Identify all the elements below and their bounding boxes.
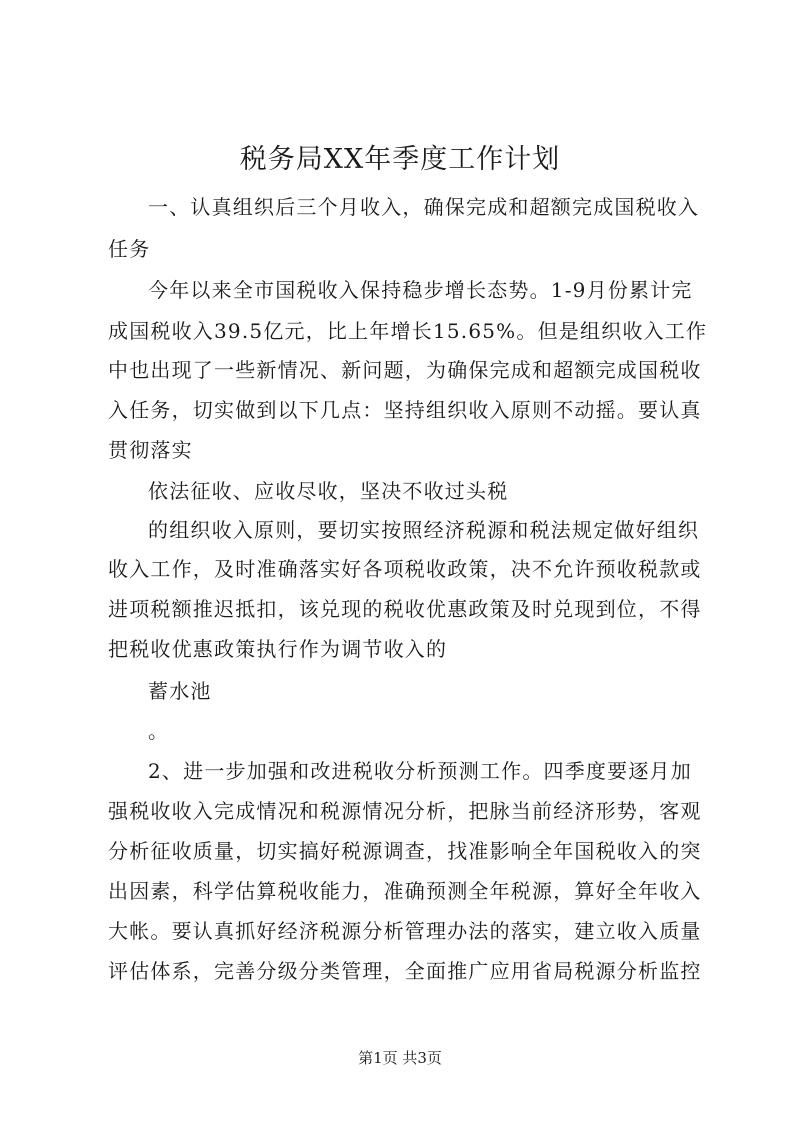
- text-line: 出因素，科学估算税收能力，准确预测全年税源，算好全年收入: [108, 879, 702, 903]
- text-line: 任务: [108, 237, 151, 261]
- text-line: 贯彻落实: [108, 438, 193, 462]
- text-line: 成国税收入39.5亿元，比上年增长15.65%。但是组织收入工作: [108, 319, 708, 343]
- page-footer: 第1页 共3页: [358, 1049, 442, 1067]
- text-line: 把税收优惠政策执行作为调节收入的: [108, 637, 448, 661]
- text-line: 的组织收入原则，要切实按照经济税源和税法规定做好组织: [148, 518, 700, 542]
- text-line: 今年以来全市国税收入保持稳步增长态势。1-9月份累计完: [148, 278, 693, 302]
- text-line: 。: [148, 719, 170, 743]
- text-line: 分析征收质量，切实搞好税源调查，找准影响全年国税收入的突: [108, 839, 702, 863]
- document-title: 税务局XX年季度工作计划: [239, 144, 561, 175]
- text-line: 2、进一步加强和改进税收分析预测工作。四季度要逐月加: [148, 759, 692, 783]
- text-line: 进项税额推迟抵扣，该兑现的税收优惠政策及时兑现到位，不得: [108, 597, 702, 621]
- text-line: 一、认真组织后三个月收入，确保完成和超额完成国税收入: [148, 195, 700, 219]
- text-line: 评估体系，完善分级分类管理，全面推广应用省局税源分析监控: [108, 959, 702, 983]
- text-line: 中也出现了一些新情况、新问题，为确保完成和超额完成国税收: [108, 358, 702, 382]
- text-line: 入任务，切实做到以下几点：坚持组织收入原则不动摇。要认真: [108, 398, 702, 422]
- text-line: 大帐。要认真抓好经济税源分析管理办法的落实，建立收入质量: [108, 919, 702, 943]
- text-line: 收入工作，及时准确落实好各项税收政策，决不允许预收税款或: [108, 557, 702, 581]
- text-line: 蓄水池: [148, 679, 212, 703]
- text-line: 依法征收、应收尽收，坚决不收过头税: [148, 479, 509, 503]
- text-line: 强税收收入完成情况和税源情况分析，把脉当前经济形势，客观: [108, 799, 702, 823]
